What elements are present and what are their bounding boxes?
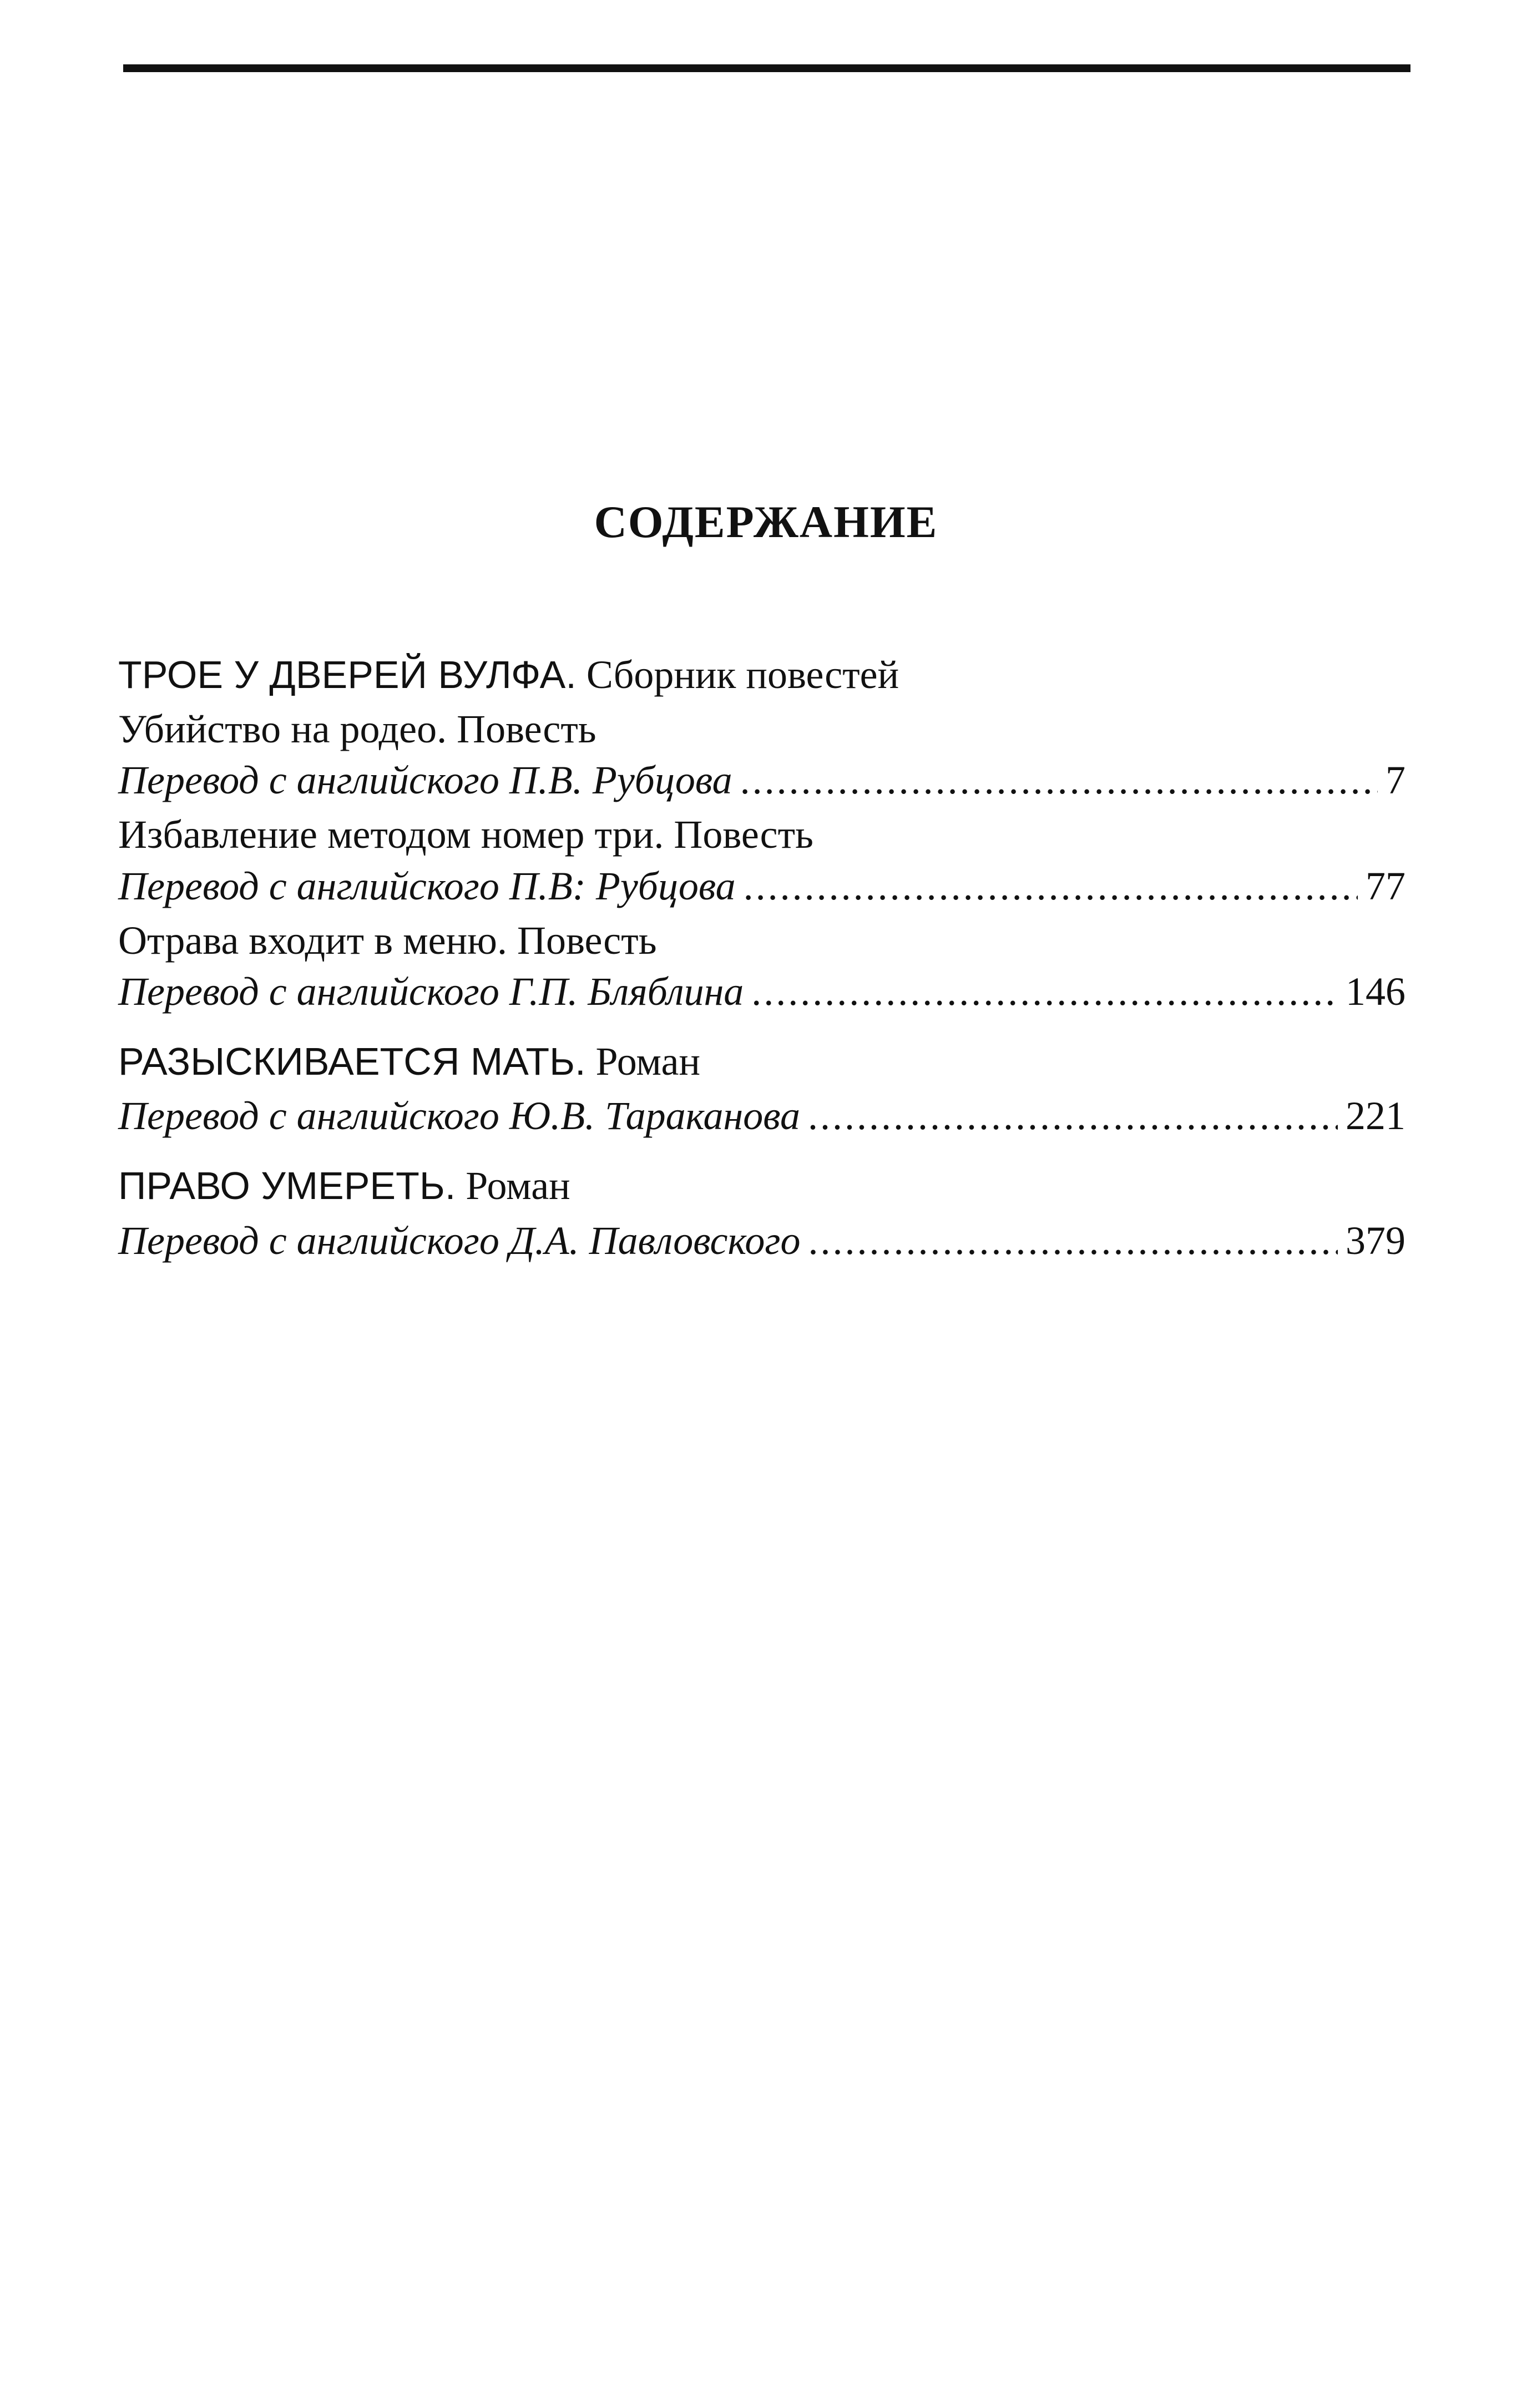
dot-leader (740, 755, 1378, 806)
page-number: 379 (1346, 1218, 1405, 1263)
toc-entry-5[interactable] (118, 1215, 1405, 1266)
page-number: 146 (1346, 969, 1405, 1014)
translator-credit: Перевод с английского Г.П. Бляблина (118, 969, 744, 1014)
novel-title: ПРАВО УМЕРЕТЬ. (118, 1164, 456, 1208)
page-number: 7 (1386, 758, 1405, 803)
table-of-contents (118, 649, 1405, 1266)
novel-title: РАЗЫСКИВАЕТСЯ МАТЬ. (118, 1040, 586, 1084)
dot-leader (808, 1090, 1338, 1141)
dot-leader (808, 1215, 1338, 1266)
toc-entry-4[interactable] (118, 1090, 1405, 1141)
novel-heading-1 (118, 1036, 1405, 1087)
dot-leader (751, 966, 1338, 1017)
translator-credit: Перевод с английского Ю.В. Тараканова (118, 1094, 800, 1139)
toc-entry-3[interactable] (118, 966, 1405, 1017)
toc-title: СОДЕРЖАНИЕ (594, 497, 938, 547)
collection-subtitle: Сборник повестей (586, 652, 899, 697)
dot-leader (744, 861, 1358, 912)
page-number: 221 (1346, 1094, 1405, 1139)
collection-title: ТРОЕ У ДВЕРЕЙ ВУЛФА. (118, 653, 577, 696)
toc-entry-2[interactable] (118, 861, 1405, 912)
translator-credit: Перевод с английского П.В: Рубцова (118, 863, 736, 908)
collection-heading (118, 649, 1405, 700)
top-rule (123, 64, 1410, 72)
novel-heading-2 (118, 1160, 1405, 1211)
page-number: 77 (1366, 863, 1405, 908)
story-title-1: Убийство на родео. Повесть (118, 707, 596, 752)
story-title-3: Отрава входит в меню. Повесть (118, 918, 657, 963)
translator-credit: Перевод с английского П.В. Рубцова (118, 758, 732, 803)
novel-subtitle: Роман (595, 1039, 700, 1084)
story-title-2: Избавление методом номер три. Повесть (118, 812, 813, 857)
toc-entry-1[interactable] (118, 755, 1405, 806)
translator-credit: Перевод с английского Д.А. Павловского (118, 1218, 801, 1263)
novel-subtitle: Роман (466, 1163, 570, 1208)
